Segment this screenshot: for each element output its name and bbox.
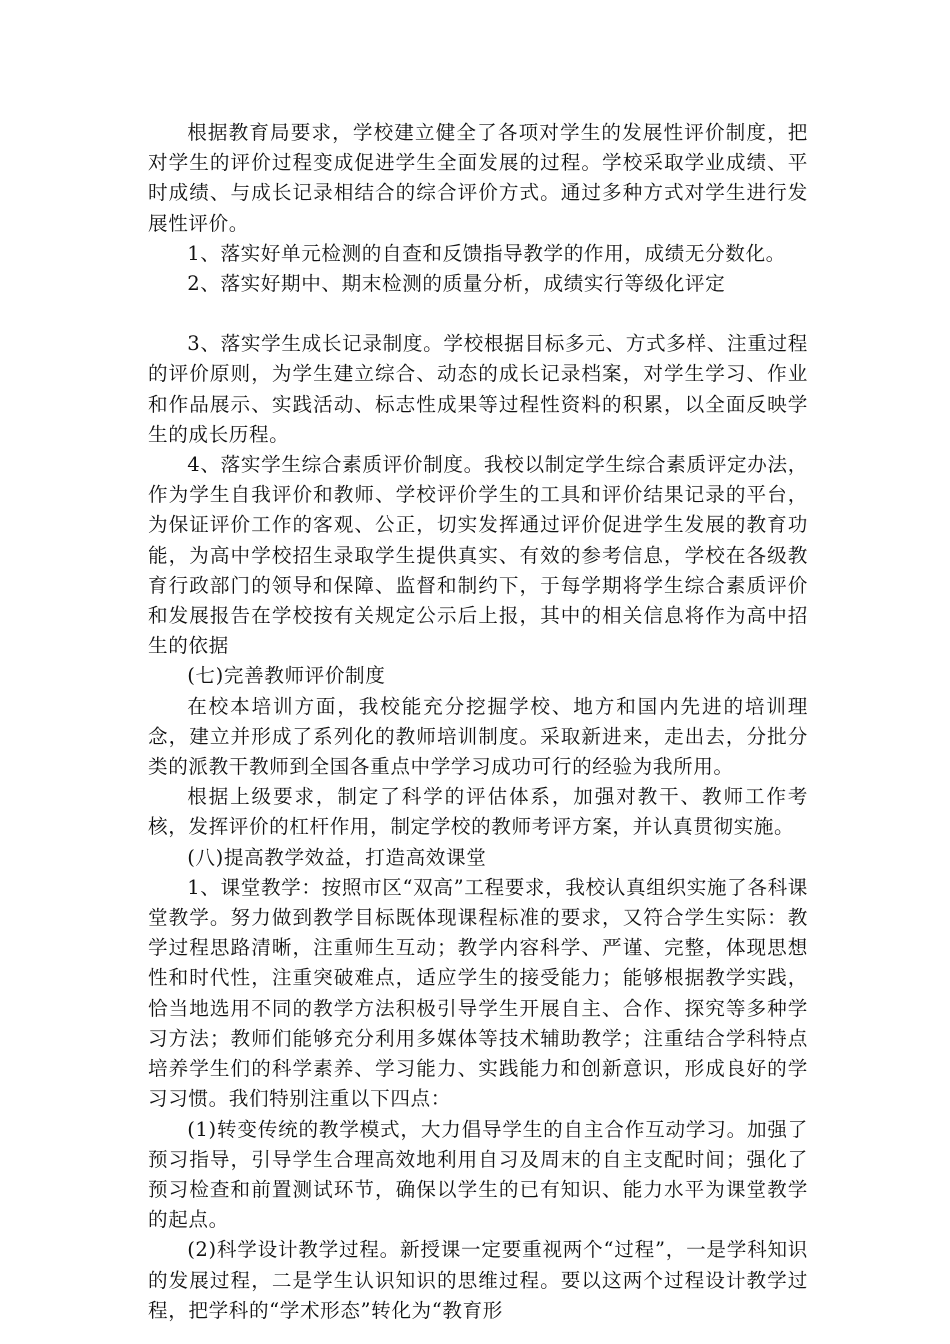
section-heading-efficient-classroom: (八)提高教学效益，打造高效课堂 — [187, 845, 487, 869]
paragraph-midterm-final: 2、落实好期中、期末检测的质量分析，成绩实行等级化评定 — [187, 272, 726, 296]
section-heading-teacher-evaluation: (七)完善教师评价制度 — [187, 664, 386, 688]
paragraph-evaluation-intro: 根据教育局要求，学校建立健全了各项对学生的发展性评价制度，把对学生的评价过程变成促进学生全面发展的过程。学校采取学业成绩、平时成绩、与成长记录相结合的综合评价方式。通过多种方式对学生进行发展性评价。 — [148, 121, 808, 235]
paragraph-comprehensive-quality: 4、落实学生综合素质评价制度。我校以制定学生综合素质评定办法，作为学生自我评价和教师、学校评价学生的工具和评价结果记录的平台，为保证评价工作的客观、公正，切实发挥通过评价促进学生发展的教育功能，为高中学校招生录取学生提供真实、有效的参考信息，学校在各级教育行政部门的领导和保障、监督和制约下，于每学期将学生综合素质评价和发展报告在学校按有关规定公示后上报，其中的相关信息将作为高中招生的依据 — [148, 453, 808, 658]
paragraph-school-training: 在校本培训方面，我校能充分挖掘学校、地方和国内先进的培训理念，建立并形成了系列化的教师培训制度。采取新进来，走出去，分批分类的派教干教师到全国各重点中学学习成功可行的经验为我所用。 — [148, 694, 808, 779]
paragraph-point-1: (1)转变传统的教学模式，大力倡导学生的自主合作互动学习。加强了预习指导，引导学生合理高效地利用自习及周末的自主支配时间；强化了预习检查和前置测试环节，确保以学生的已有知识、能力水平为课堂教学的起点。 — [148, 1117, 808, 1232]
paragraph-classroom-teaching: 1、课堂教学：按照市区“双高”工程要求，我校认真组织实施了各科课堂教学。努力做到教学目标既体现课程标准的要求，又符合学生实际：教学过程思路清晰，注重师生互动；教学内容科学、严谨、完整，体现思想性和时代性，注重突破难点，适应学生的接受能力；能够根据教学实践，恰当地选用不同的教学方法积极引导学生开展自主、合作、探究等多种学习方法；教师们能够充分利用多媒体等技术辅助教学；注重结合学科特点培养学生们的科学素养、学习能力、实践能力和创新意识，形成良好的学习习惯。我们特别注重以下四点： — [148, 875, 808, 1111]
paragraph-assessment-system: 根据上级要求，制定了科学的评估体系，加强对教干、教师工作考核，发挥评价的杠杆作用，制定学校的教师考评方案，并认真贯彻实施。 — [148, 785, 808, 839]
paragraph-growth-record: 3、落实学生成长记录制度。学校根据目标多元、方式多样、注重过程的评价原则，为学生建立综合、动态的成长记录档案，对学生学习、作业和作品展示、实践活动、标志性成果等过程性资料的积累，以全面反映学生的成长历程。 — [148, 332, 808, 446]
paragraph-point-2: (2)科学设计教学过程。新授课一定要重视两个“过程”，一是学科知识的发展过程，二是学生认识知识的思维过程。要以这两个过程设计教学过程，把学科的“学术形态”转化为“教育形 — [148, 1238, 808, 1322]
paragraph-unit-test: 1、落实好单元检测的自查和反馈指导教学的作用，成绩无分数化。 — [187, 241, 786, 265]
document-page — [148, 118, 808, 1326]
